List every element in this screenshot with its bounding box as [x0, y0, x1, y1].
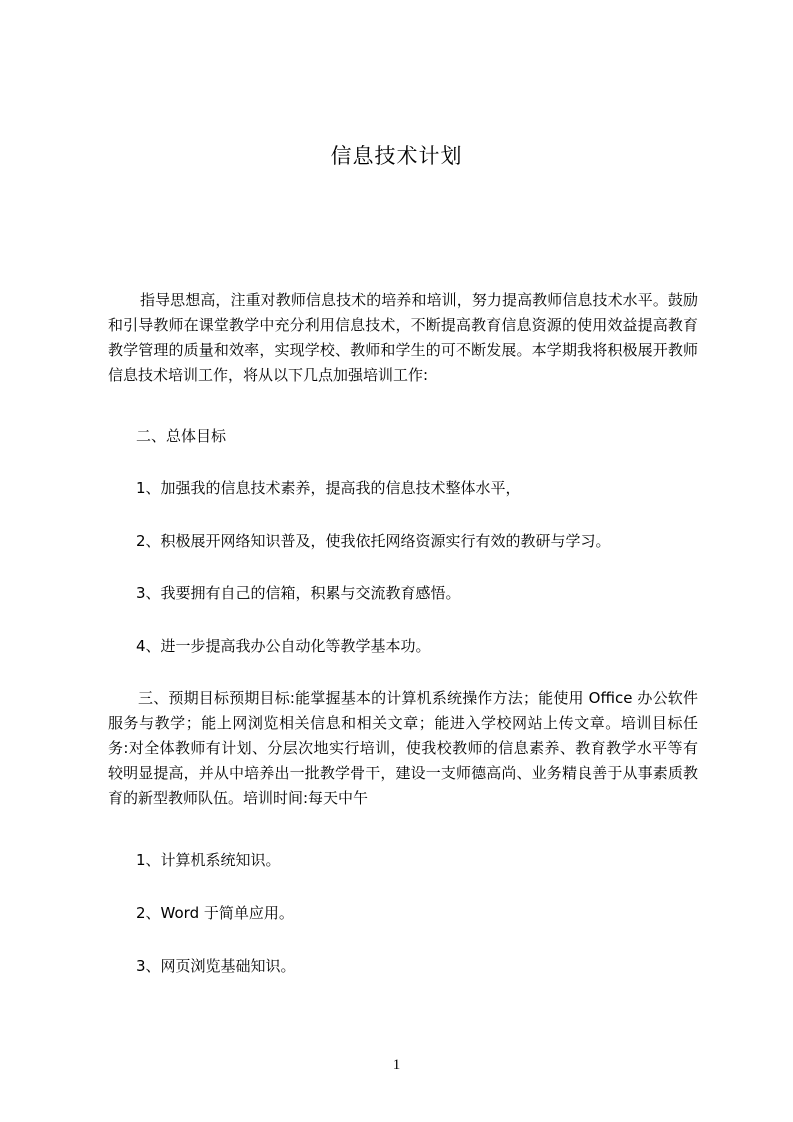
training-content-item: 3、网页浏览基础知识。 [136, 957, 296, 975]
page-number: 1 [392, 1057, 401, 1073]
overall-goal-item: 1、加强我的信息技术素养，提高我的信息技术整体水平， [136, 479, 521, 497]
training-content-item: 2、Word 于简单应用。 [136, 904, 294, 922]
intro-paragraph: 指导思想高，注重对教师信息技术的培养和培训，努力提高教师信息技术水平。鼓励和引导教师在课堂教学中充分利用信息技术，不断提高教育信息资源的使用效益提高教育教学管理的质量和效率，实现学校、教师和学生的可不断发展。本学期我将积极展开教师信息技术培训工作，将从以下几点加强培训工作: [108, 291, 698, 384]
overall-goal-item: 3、我要拥有自己的信箱，积累与交流教育感悟。 [136, 584, 461, 602]
training-content-item: 1、计算机系统知识。 [136, 851, 281, 869]
page-title: 信息技术计划 [330, 144, 463, 168]
overall-goal-item: 2、积极展开网络知识普及，使我依托网络资源实行有效的教研与学习。 [136, 532, 611, 550]
section-heading-overall-goals: 二、总体目标 [136, 427, 227, 445]
expected-goals-paragraph: 三、预期目标预期目标:能掌握基本的计算机系统操作方法；能使用 Office 办公软件服务与教学；能上网浏览相关信息和相关文章；能进入学校网站上传文章。培训目标任务:对全体教师有计划、分层次地实行培训，使我校教师的信息素养、教育教学水平等有较明显提高，并从中培养出一批教学骨干，建设一支师德高尚、业务精良善于从事素质教育的新型教师队伍。培训时间:每天中午 [108, 689, 698, 807]
overall-goal-item: 4、进一步提高我办公自动化等教学基本功。 [136, 637, 431, 655]
